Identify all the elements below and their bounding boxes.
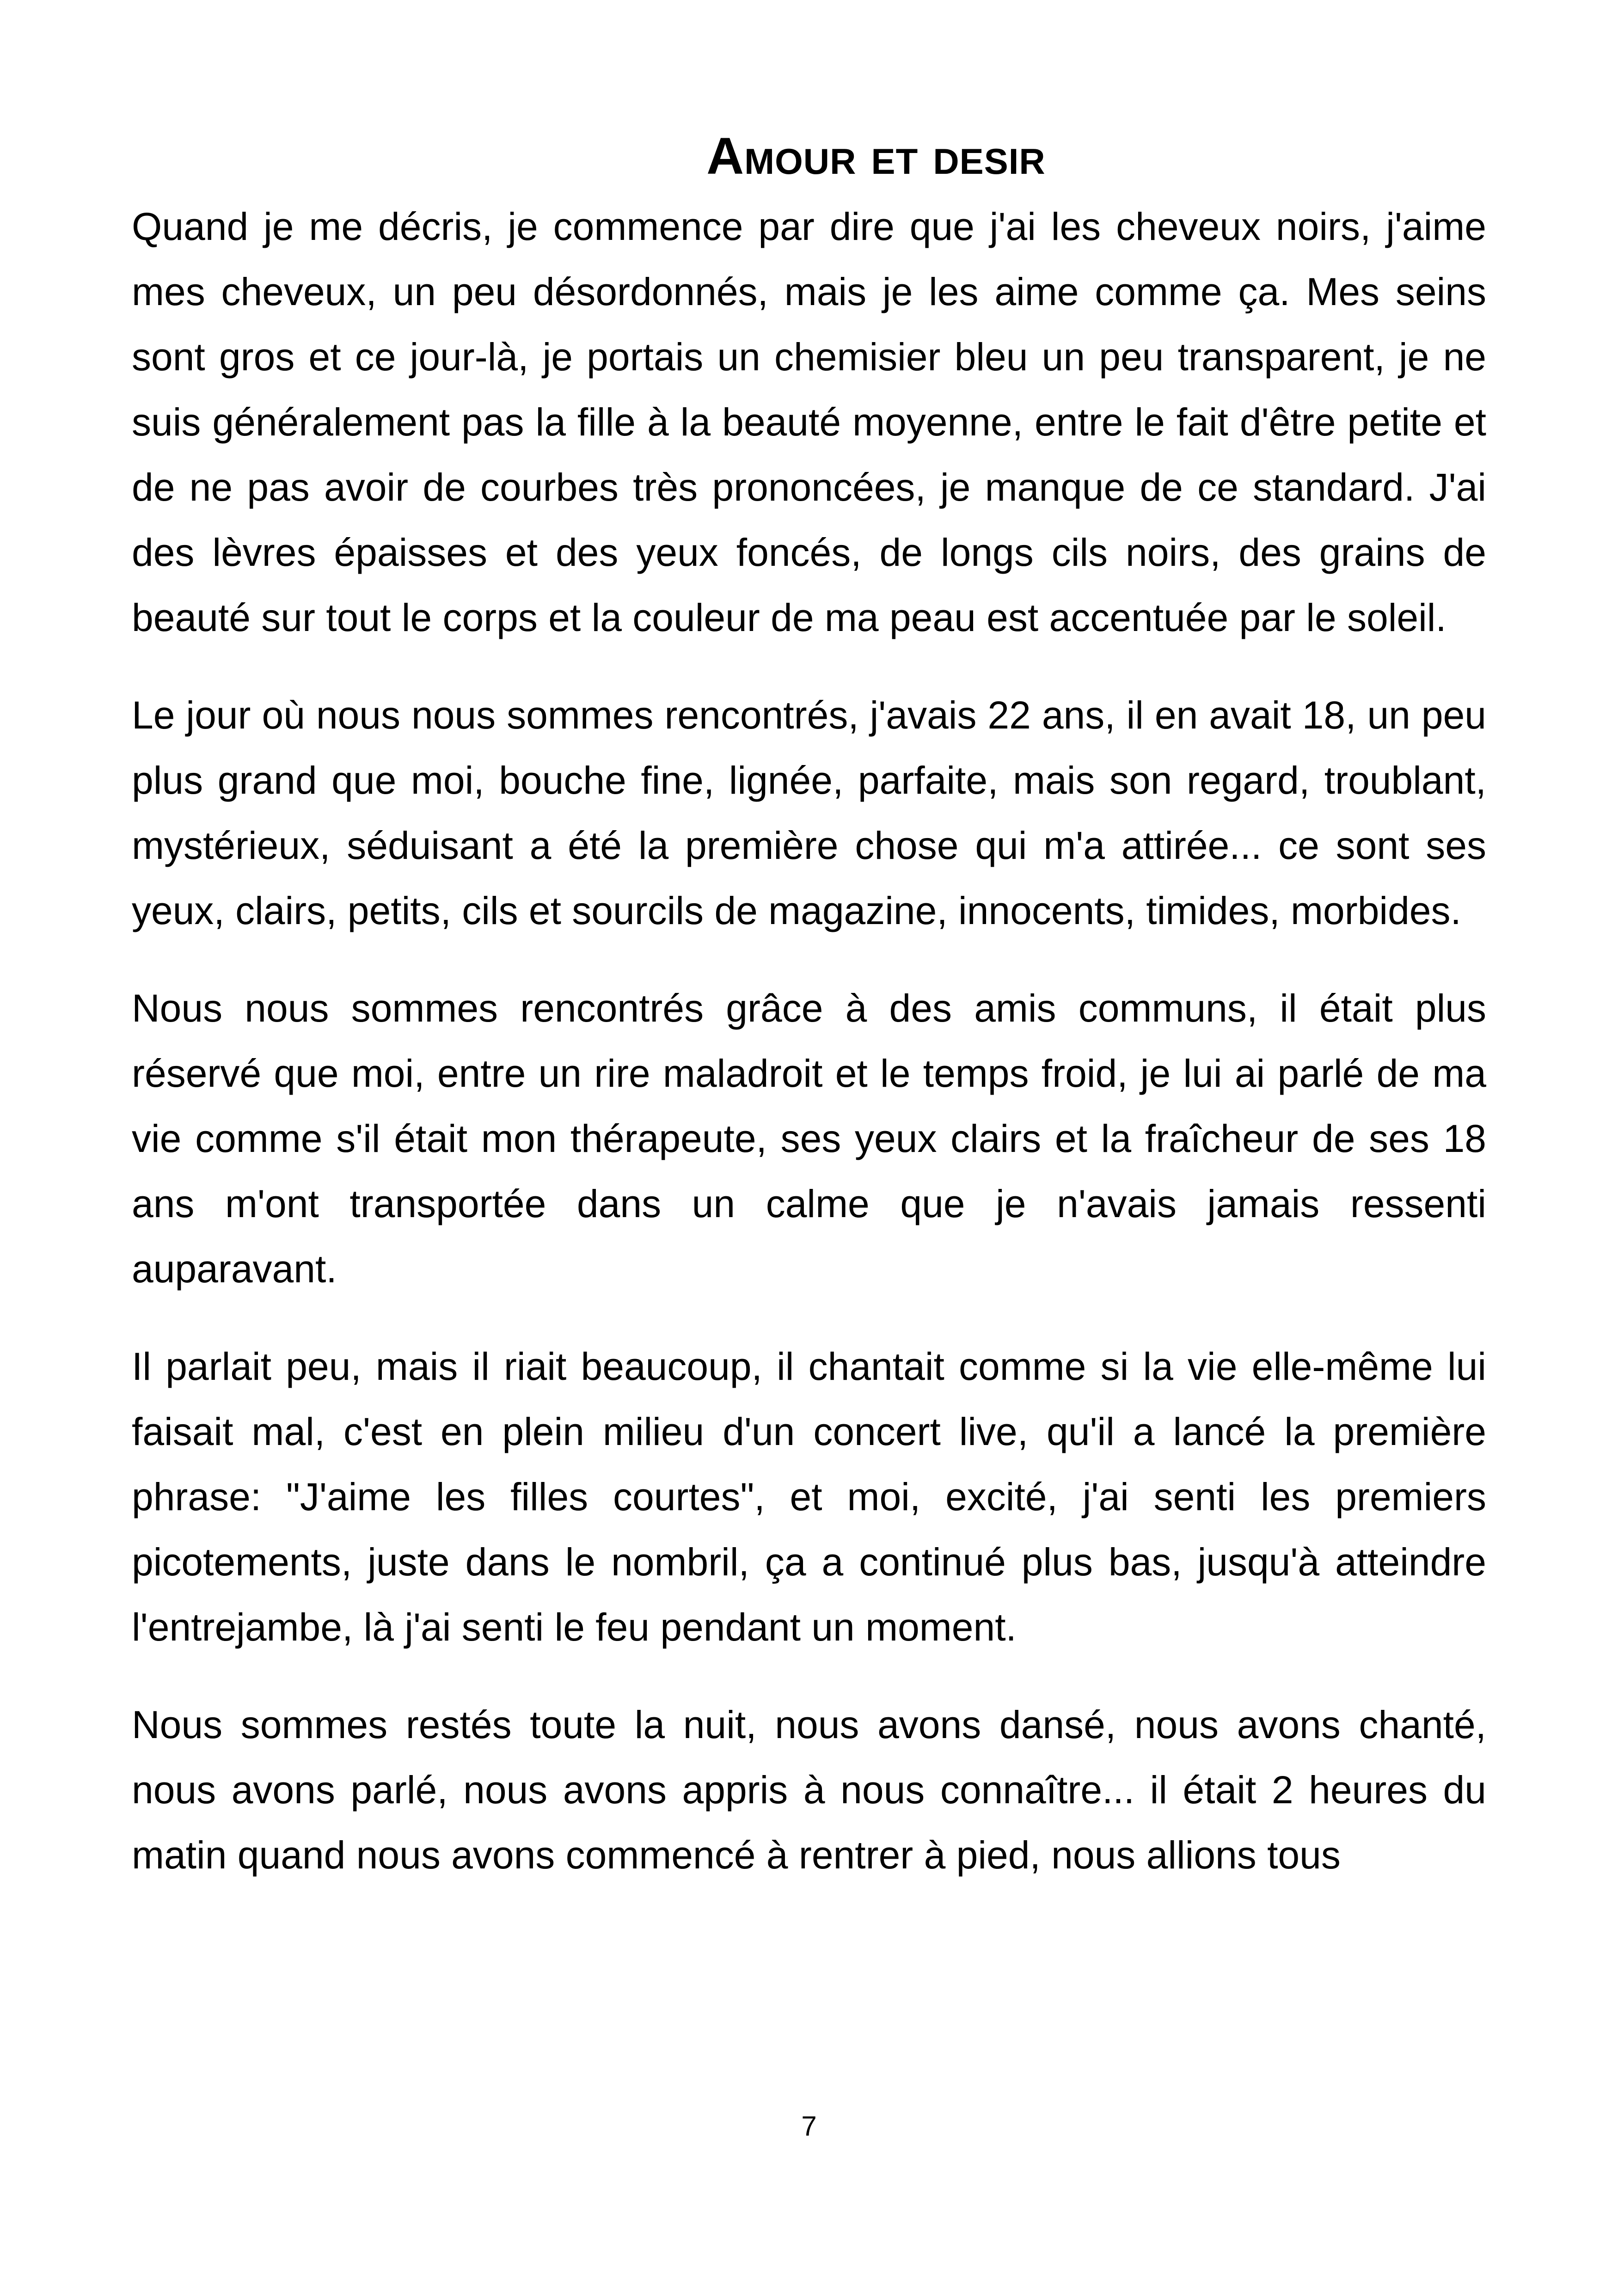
page-title: Amour et desir: [706, 127, 1046, 185]
paragraph: Il parlait peu, mais il riait beaucoup, il chantait comme si la vie elle-même lui faisait mal, c'est en plein milieu d'un concert live, qu'il a lancé la première phrase: "J'aime les filles courtes", et moi, excité, j'ai senti les premiers picotements, juste dans le nombril, ça a continué plus bas, jusqu'à atteindre l'entrejambe, là j'ai senti le feu pendant un moment.: [132, 1345, 1486, 1649]
paragraph: Nous sommes restés toute la nuit, nous avons dansé, nous avons chanté, nous avons parlé, nous avons appris à nous connaître... il était 2 heures du matin quand nous avons commencé à rentrer à pied, nous allions tous: [132, 1703, 1486, 1877]
body-text: [132, 194, 1486, 1920]
paragraph: Nous nous sommes rencontrés grâce à des amis communs, il était plus réservé que moi, entre un rire maladroit et le temps froid, je lui ai parlé de ma vie comme s'il était mon thérapeute, ses yeux clairs et la fraîcheur de ses 18 ans m'ont transportée dans un calme que je n'avais jamais ressenti auparavant.: [132, 986, 1486, 1291]
paragraph: Quand je me décris, je commence par dire que j'ai les cheveux noirs, j'aime mes cheveux, un peu désordonnés, mais je les aime comme ça. Mes seins sont gros et ce jour-là, je portais un chemisier bleu un peu transparent, je ne suis généralement pas la fille à la beauté moyenne, entre le fait d'être petite et de ne pas avoir de courbes très prononcées, je manque de ce standard. J'ai des lèvres épaisses et des yeux foncés, de longs cils noirs, des grains de beauté sur tout le corps et la couleur de ma peau est accentuée par le soleil.: [132, 205, 1486, 639]
paragraph: Le jour où nous nous sommes rencontrés, j'avais 22 ans, il en avait 18, un peu plus grand que moi, bouche fine, lignée, parfaite, mais son regard, troublant, mystérieux, séduisant a été la première chose qui m'a attirée... ce sont ses yeux, clairs, petits, cils et sourcils de magazine, innocents, timides, morbides.: [132, 693, 1486, 932]
page-number: 7: [801, 2111, 817, 2142]
